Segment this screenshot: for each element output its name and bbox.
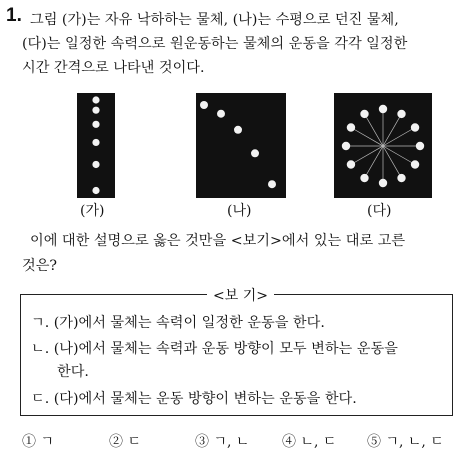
figure-c-ball bbox=[411, 123, 419, 131]
figure-a-drawing bbox=[77, 93, 115, 198]
choice-3[interactable]: ③ ㄱ, ㄴ bbox=[195, 434, 250, 450]
figure-c-spoke bbox=[365, 114, 384, 146]
choice-2[interactable]: ② ㄷ bbox=[109, 434, 141, 450]
figure-c-spoke bbox=[365, 146, 384, 178]
figure-c-ball bbox=[360, 110, 368, 118]
choice-1[interactable]: ① ㄱ bbox=[22, 434, 54, 450]
prompt-line-2: 것은? bbox=[22, 258, 58, 274]
figure-a-ball bbox=[92, 161, 99, 168]
figure-c-ball bbox=[379, 105, 387, 113]
question-text-line-3: 시간 간격으로 나타낸 것이다. bbox=[22, 60, 205, 76]
figure-b-ball bbox=[217, 110, 225, 118]
figure-a-caption: (가) bbox=[80, 203, 105, 219]
choice-4[interactable]: ④ ㄴ, ㄷ bbox=[282, 434, 337, 450]
figure-b-caption: (나) bbox=[227, 203, 252, 219]
answer-choices bbox=[22, 431, 462, 451]
question-number: 1. bbox=[6, 5, 22, 26]
choice-5[interactable]: ⑤ ㄱ, ㄴ, ㄷ bbox=[367, 434, 444, 450]
question-text-line-2: (다)는 일정한 속력으로 원운동하는 물체의 운동을 각각 일정한 bbox=[22, 36, 408, 52]
figure-c-spoke bbox=[351, 146, 383, 165]
bogi-title: <보 기> bbox=[207, 285, 274, 305]
figure-c-spoke bbox=[383, 128, 415, 147]
figure-c-spoke bbox=[383, 146, 402, 178]
figure-c-ball bbox=[347, 123, 355, 131]
figure-b-ball bbox=[268, 180, 276, 188]
statement-nieun-continued: 한다. bbox=[57, 364, 89, 380]
statement-giyeok: ㄱ. (가)에서 물체는 속력이 일정한 운동을 한다. bbox=[31, 315, 325, 331]
figure-b-ball bbox=[234, 126, 242, 134]
figure-b-drawing bbox=[196, 93, 286, 198]
figure-c-circular-motion bbox=[334, 93, 432, 198]
statement-digeut: ㄷ. (다)에서 물체는 운동 방향이 변하는 운동을 한다. bbox=[31, 391, 357, 407]
figure-c-ball bbox=[411, 160, 419, 168]
figure-c-ball bbox=[360, 174, 368, 182]
figure-c-spoke bbox=[351, 128, 383, 147]
statement-nieun: ㄴ. (나)에서 물체는 속력과 운동 방향이 모두 변하는 운동을 bbox=[31, 341, 398, 357]
figure-c-ball bbox=[347, 160, 355, 168]
figure-c-ball bbox=[397, 174, 405, 182]
figure-c-ball bbox=[416, 142, 424, 150]
figure-a-ball bbox=[92, 187, 99, 194]
figure-c-ball bbox=[379, 179, 387, 187]
figure-c-drawing bbox=[334, 93, 432, 198]
figure-b-ball bbox=[251, 149, 259, 157]
figure-a-ball bbox=[92, 121, 99, 128]
figure-c-caption: (다) bbox=[367, 203, 392, 219]
bogi-box bbox=[20, 288, 453, 416]
figure-b-horizontal-throw bbox=[196, 93, 286, 198]
figure-a-free-fall bbox=[77, 93, 115, 198]
figure-a-ball bbox=[92, 139, 99, 146]
figure-a-ball bbox=[92, 96, 99, 103]
figure-c-ball bbox=[342, 142, 350, 150]
figure-b-ball bbox=[200, 101, 208, 109]
question-text-line-1: 그림 (가)는 자유 낙하하는 물체, (나)는 수평으로 던진 물체, bbox=[30, 12, 399, 28]
figure-c-spoke bbox=[383, 114, 402, 146]
figure-a-ball bbox=[92, 107, 99, 114]
prompt-line-1: 이에 대한 설명으로 옳은 것만을 <보기>에서 있는 대로 고른 bbox=[30, 233, 406, 249]
figure-c-ball bbox=[397, 110, 405, 118]
figure-c-spoke bbox=[383, 146, 415, 165]
